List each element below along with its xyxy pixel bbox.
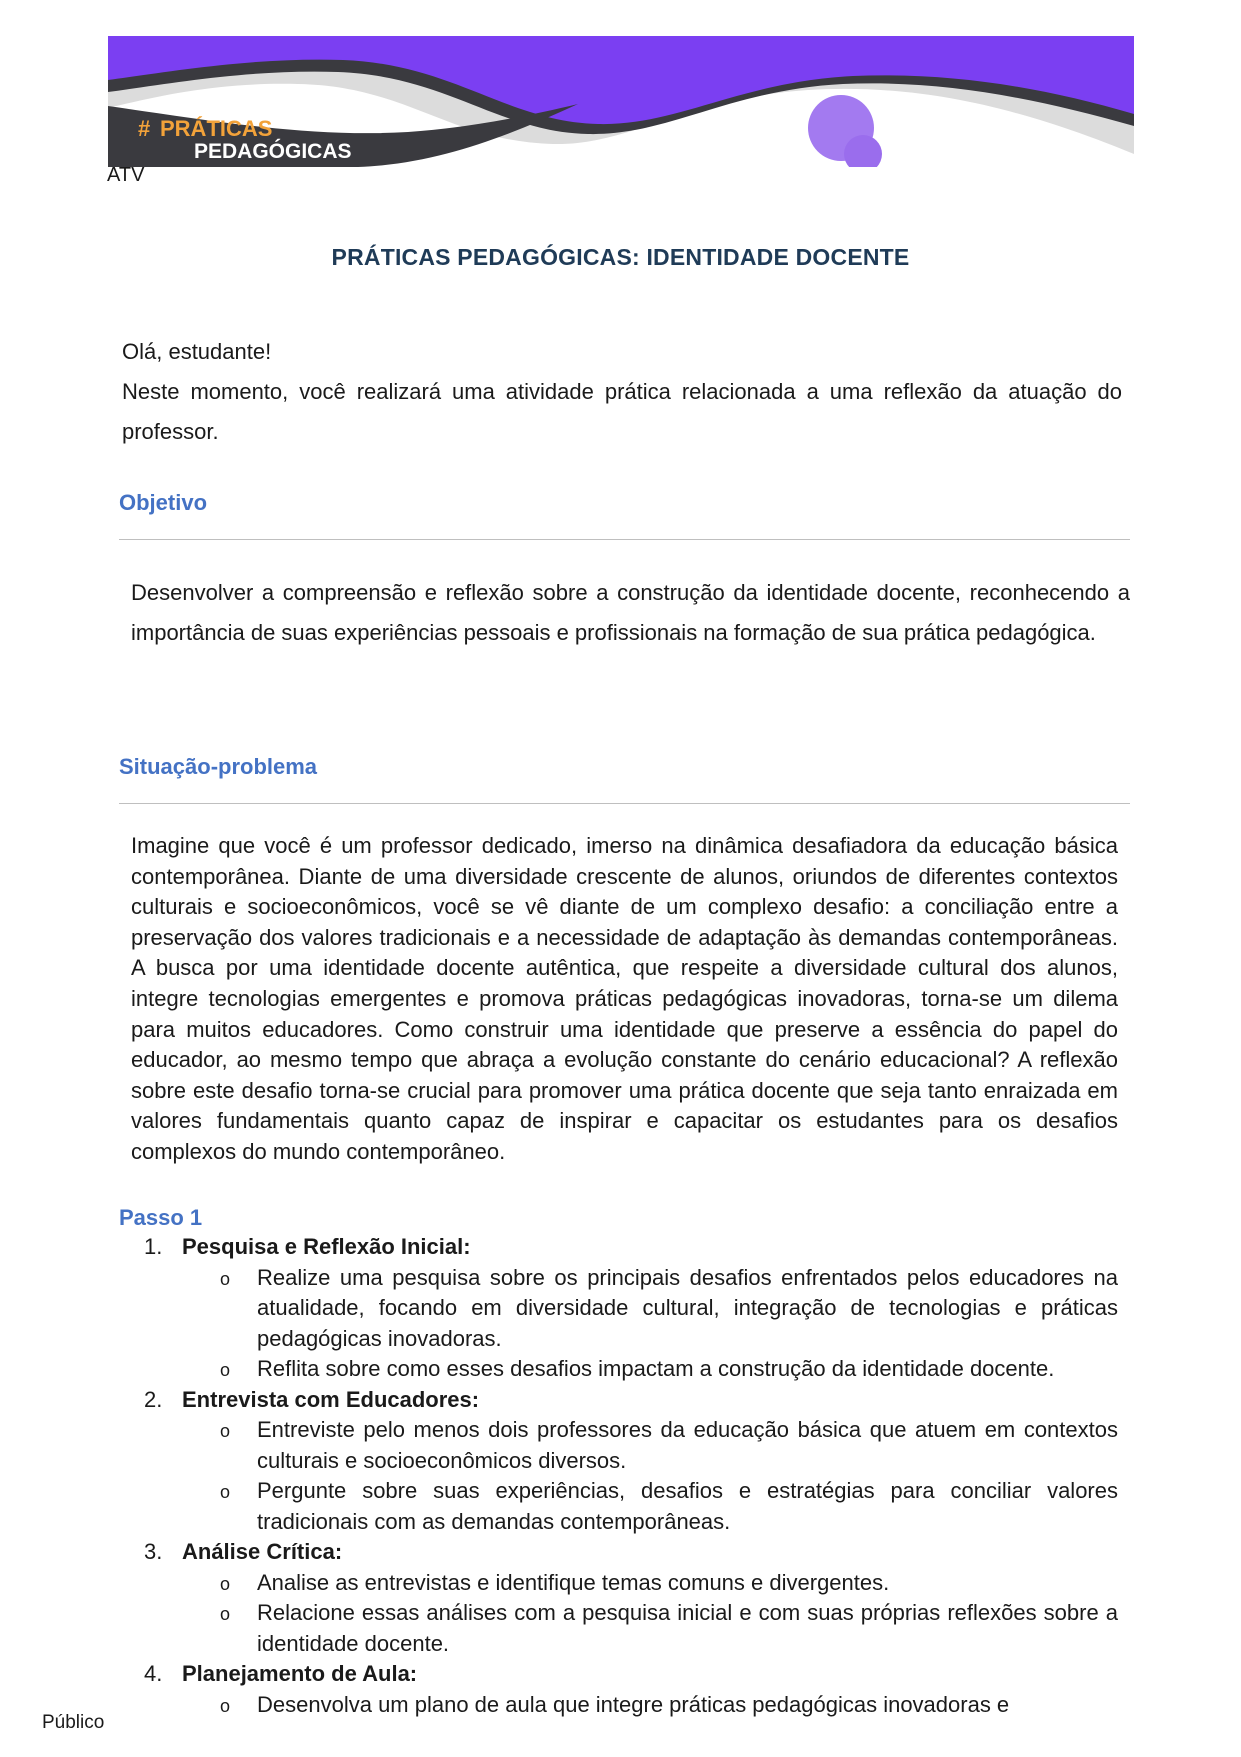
bullet-icon: o — [220, 1421, 231, 1441]
greeting: Olá, estudante! — [122, 339, 272, 364]
list-item: o Pergunte sobre suas experiências, desafios e estratégias para conciliar valores tradicionais com as demandas contemporâneas. — [220, 1478, 1118, 1534]
step-title: Entrevista com Educadores: — [182, 1386, 480, 1412]
list-item: o Analise as entrevistas e identifique temas comuns e divergentes. — [257, 1568, 1118, 1599]
brand-line1: PRÁTICAS — [160, 116, 273, 141]
list-item: o Entreviste pelo menos dois professores da educação básica que atuem em contextos culturais e socioeconômicos diversos. — [220, 1417, 1118, 1473]
step-title: Planejamento de Aula: — [182, 1661, 418, 1686]
steps-list — [131, 1232, 1118, 1720]
list-item: o Realize uma pesquisa sobre os principais desafios enfrentados pelos educadores na atualidade, focando em diversidade cultural, integração de tecnologias e práticas pedagógicas inovadoras. — [220, 1264, 1118, 1351]
bullet-icon: o — [220, 1573, 231, 1594]
problem-text: Imagine que você é um professor dedicado, imerso na dinâmica desafiadora da educação básica contemporânea. Diante de uma diversidade crescente de alunos, oriundos de diferentes contextos culturais e socioeconômicos, você se vê diante de um complexo desafio: a conciliação entre a preservação dos valores tradicionais e a necessidade de adaptação às demandas contemporâneas. A busca por uma identidade docente autêntica, que respeite a diversidade cultural dos alunos, integre tecnologias emergentes e promova práticas pedagógicas inovadoras, torna-se um dilema para muitos educadores. Como construir uma identidade que preserve a essência do papel do educador, ao mesmo tempo que abraça a evolução constante do cenário educacional? A reflexão sobre este desafio torna-se crucial para promover uma prática docente que seja tanto enraizada em valores fundamentais quanto capaz de inspirar e capacitar os estudantes para os desafios complexos do mundo contemporâneo. — [131, 833, 1118, 1164]
doc-code: ATV — [107, 164, 145, 186]
bullet-icon: o — [220, 1360, 231, 1380]
step-1 — [131, 1232, 1118, 1385]
intro-text: Neste momento, você realizará uma atividade prática relacionada a uma reflexão da atuação do professor. — [122, 379, 1122, 444]
step-3 — [131, 1537, 1118, 1659]
list-item: o Reflita sobre como esses desafios impactam a construção da identidade docente. — [257, 1354, 1118, 1385]
step-number: 4. — [144, 1661, 163, 1686]
step-4 — [131, 1659, 1118, 1720]
problem-heading: Situação-problema — [119, 754, 318, 779]
list-item: o Desenvolva um plano de aula que integre práticas pedagógicas inovadoras e — [257, 1690, 1118, 1721]
intro-section — [122, 332, 1122, 452]
bullet-icon: o — [220, 1482, 231, 1502]
step-2 — [131, 1385, 1118, 1538]
brand-line2: PEDAGÓGICAS — [194, 140, 352, 163]
step-number: 1. — [144, 1234, 163, 1259]
step-number: 3. — [144, 1539, 163, 1564]
header-banner — [108, 36, 1134, 167]
brand-hash: # — [138, 116, 151, 141]
bullet-icon: o — [220, 1268, 231, 1289]
classification-label: Público — [42, 1712, 105, 1733]
page-title: PRÁTICAS PEDAGÓGICAS: IDENTIDADE DOCENTE — [331, 244, 910, 270]
objective-text: Desenvolver a compreensão e reflexão sobre a construção da identidade docente, reconhecendo a importância de suas experiências pessoais e profissionais na formação de sua prática pedagógica. — [131, 580, 1130, 645]
step-title: Análise Crítica: — [182, 1539, 343, 1564]
objective-heading: Objetivo — [119, 490, 208, 515]
objective-divider — [119, 539, 1130, 540]
bullet-icon: o — [220, 1604, 231, 1624]
passo-heading: Passo 1 — [119, 1205, 203, 1230]
list-item: o Relacione essas análises com a pesquisa inicial e com suas próprias reflexões sobre a identidade docente. — [220, 1600, 1118, 1656]
step-number: 2. — [144, 1386, 163, 1412]
problem-divider — [119, 803, 1130, 804]
step-title: Pesquisa e Reflexão Inicial: — [182, 1234, 471, 1259]
bullet-icon: o — [220, 1695, 231, 1716]
